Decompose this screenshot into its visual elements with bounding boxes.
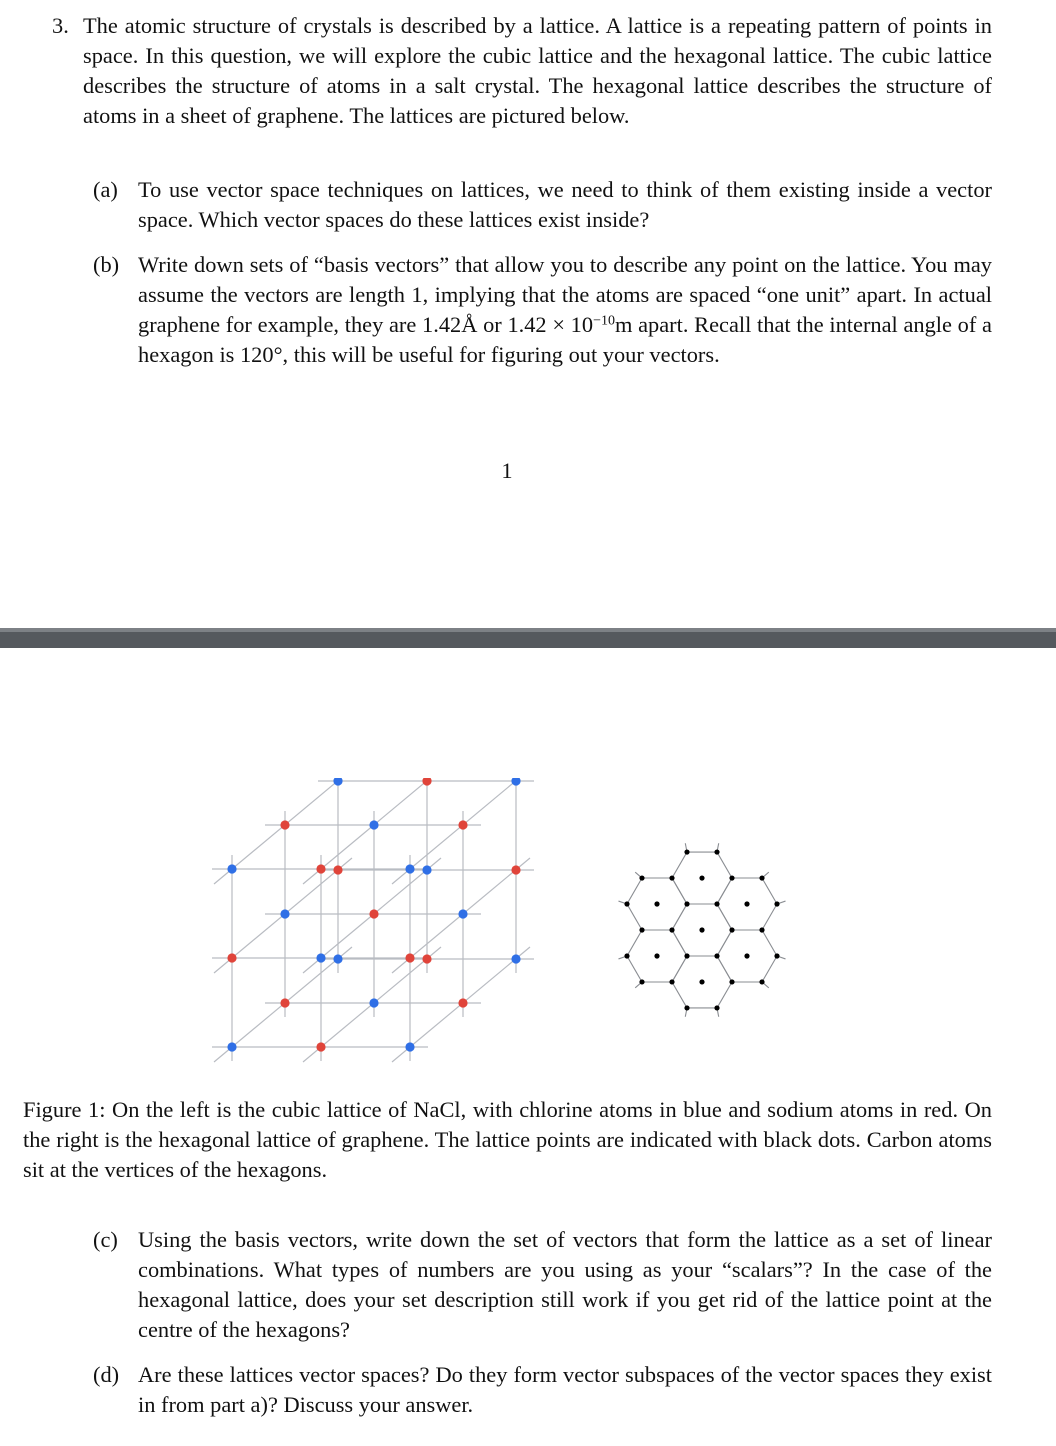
- figure-caption: Figure 1: On the left is the cubic lattice of NaCl, with chlorine atoms in blue and sodium atoms in red. On the right is the hexagonal lattice of graphene. The lattice points are indicated with black dots. Carbon atoms sit at the vertices of the hexagons.: [23, 1097, 992, 1182]
- carbon-atom: [759, 979, 764, 984]
- sodium-atom: [280, 998, 289, 1007]
- cubic-lattice-nacl: [212, 778, 534, 1062]
- carbon-atom: [684, 901, 689, 906]
- part-c-text: Using the basis vectors, write down the set of vectors that form the lattice as a set of linear combinations. What types of numbers are you using as your “scalars”? In the case of the hexagonal lattice, does your set description still work if you get rid of the lattice point at the centre of the hexagons?: [138, 1227, 992, 1342]
- sodium-atom: [227, 953, 236, 962]
- page-1: [0, 0, 1056, 628]
- carbon-atom: [669, 875, 674, 880]
- chlorine-atom: [511, 954, 520, 963]
- carbon-atom: [714, 901, 719, 906]
- chlorine-atom: [422, 865, 431, 874]
- lattice-point: [654, 901, 659, 906]
- sodium-atom: [405, 953, 414, 962]
- question-number: 3.: [52, 13, 69, 38]
- chlorine-atom: [458, 909, 467, 918]
- part-a-text: To use vector space techniques on lattices, we need to think of them existing inside a vector space. Which vector spaces do these lattices exist inside?: [138, 177, 992, 232]
- carbon-atom: [684, 849, 689, 854]
- carbon-atom: [729, 927, 734, 932]
- chlorine-atom: [369, 820, 378, 829]
- carbon-atom: [684, 1005, 689, 1010]
- carbon-atom: [639, 875, 644, 880]
- sodium-atom: [369, 909, 378, 918]
- carbon-atom: [624, 901, 629, 906]
- part-d-text: Are these lattices vector spaces? Do they form vector subspaces of the vector spaces they exist in from part a)? Discuss your answer.: [138, 1362, 992, 1417]
- chlorine-atom: [227, 1042, 236, 1051]
- lattice-point: [699, 979, 704, 984]
- part-b-text: Write down sets of “basis vectors” that allow you to describe any point on the lattice. You may assume the vectors are length 1, implying that the atoms are spaced “one unit” apart. In actual graphene for example, they are 1.42Å or $1.42 \times 10^{-10}m$ apart. Recall that the internal angle of a hexagon is 120°, this will be useful for figuring out your vectors.: [138, 252, 992, 367]
- part-d-label: (d): [93, 1362, 120, 1387]
- sodium-atom: [316, 864, 325, 873]
- chlorine-atom: [511, 778, 520, 786]
- carbon-atom: [774, 901, 779, 906]
- sodium-atom: [333, 865, 342, 874]
- part-b-label: (b): [93, 252, 120, 277]
- sodium-atom: [280, 820, 289, 829]
- chlorine-atom: [316, 953, 325, 962]
- part-c-label: (c): [93, 1227, 118, 1252]
- sodium-atom: [458, 998, 467, 1007]
- chlorine-atom: [369, 998, 378, 1007]
- sodium-atom: [458, 820, 467, 829]
- hexagonal-lattice-graphene: [618, 843, 785, 1017]
- lattice-point: [744, 901, 749, 906]
- chlorine-atom: [333, 778, 342, 786]
- chlorine-atom: [405, 1042, 414, 1051]
- lattice-point: [699, 927, 704, 932]
- part-a-label: (a): [93, 177, 118, 202]
- carbon-atom: [729, 875, 734, 880]
- page-separator: [0, 628, 1056, 648]
- carbon-atom: [639, 979, 644, 984]
- carbon-atom: [759, 875, 764, 880]
- carbon-atom: [714, 1005, 719, 1010]
- lattice-point: [744, 953, 749, 958]
- carbon-atom: [774, 953, 779, 958]
- carbon-atom: [669, 979, 674, 984]
- page-2: [0, 648, 1056, 1446]
- exponent: −10: [593, 313, 615, 329]
- carbon-atom: [729, 979, 734, 984]
- lattice-point: [654, 953, 659, 958]
- carbon-atom: [639, 927, 644, 932]
- carbon-atom: [714, 849, 719, 854]
- question-intro: The atomic structure of crystals is described by a lattice. A lattice is a repeating pattern of points in space. In this question, we will explore the cubic lattice and the hexagonal lattice. The cubic lattice describes the structure of atoms in a salt crystal. The hexagonal lattice describes the structure of atoms in a sheet of graphene. The lattices are pictured below.: [83, 13, 992, 128]
- chlorine-atom: [227, 864, 236, 873]
- carbon-atom: [669, 927, 674, 932]
- carbon-atom: [759, 927, 764, 932]
- chlorine-atom: [405, 864, 414, 873]
- sodium-atom: [316, 1042, 325, 1051]
- sodium-atom: [422, 778, 431, 786]
- sodium-atom: [422, 954, 431, 963]
- chlorine-atom: [333, 954, 342, 963]
- carbon-atom: [684, 953, 689, 958]
- carbon-atom: [624, 953, 629, 958]
- sodium-atom: [511, 865, 520, 874]
- page-number: 1: [501, 458, 513, 483]
- carbon-atom: [714, 953, 719, 958]
- chlorine-atom: [280, 909, 289, 918]
- lattice-point: [699, 875, 704, 880]
